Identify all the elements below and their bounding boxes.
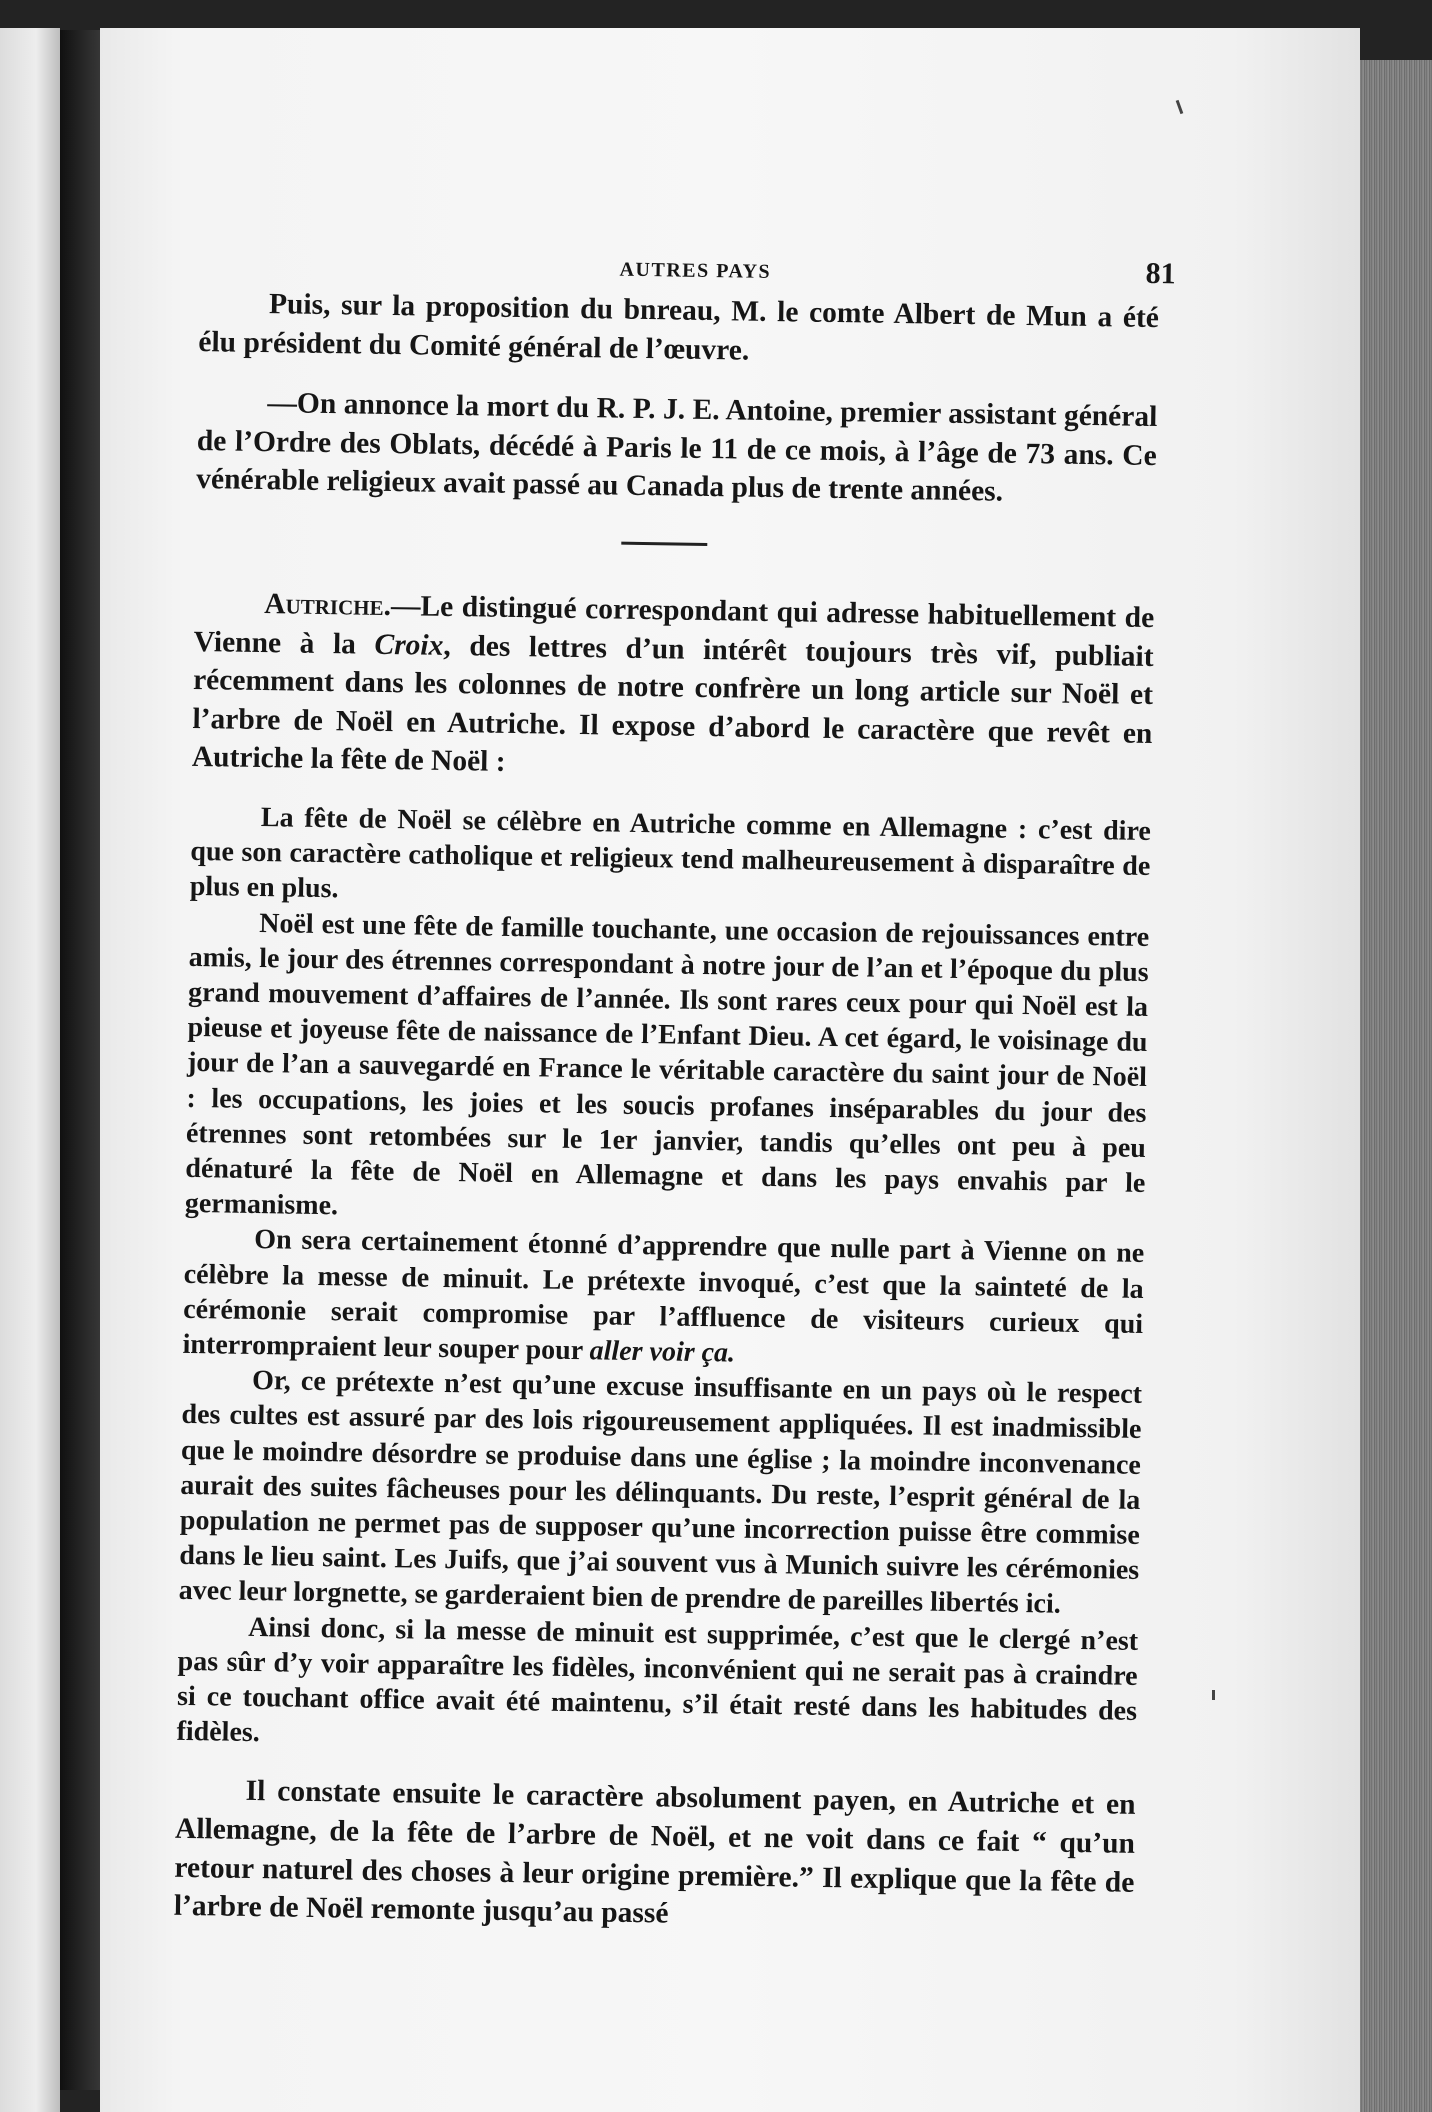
speck-mark <box>1212 1690 1215 1700</box>
quote-paragraph-5: Ainsi donc, si la messe de minuit est supprimée, c’est que le clergé n’est pas sûr d’y voir apparaître les fidèles, inconvénient qui ne serait pas à craindre si ce touchant office avait été maintenu, s’il était resté dans les habitudes des fidèles. <box>176 1611 1139 1749</box>
paragraph-bureau-election: Puis, sur la proposition du bnreau, M. le comte Albert de Mun a été élu président du Comité général de l’œuvre. <box>198 288 1160 367</box>
quote-paragraph-2: Noël est une fête de famille touchante, une occasion de rejouissances entre amis, le jour des étrennes correspondant à notre jour de l’an et l’époque du plus grand mouvement d’affaires de l’année. Ils sont rares ceux pour qui Noël est la pieuse et joyeuse fête de naissance de l’Enfant Dieu. A cet égard, le voisinage du jour de l’an a sauvegardé en France le véritable caractère du saint jour de Noël : les occupations, les joies et les soucis profanes inséparables du jour des étrennes sont retombées sur le 1er janvier, tandis qu’elles ont peu à peu dénaturé la fête de Noël en Allemagne et dans les pays envahis par le germanisme. <box>184 907 1150 1222</box>
austria-intro-text-b: , des lettres d’un intérêt toujours très vif, publiait récemment dans les colonnes de notre confrère un long article sur Noël et l’arbre de Noël en Autriche. Il expose d’abord le caractère que revêt en Autriche la fête de Noël : <box>191 629 1154 779</box>
paragraph-death-notice: —On annonce la mort du R. P. J. E. Antoine, premier assistant général de l’Ordre des Oblats, décédé à Paris le 11 de ce mois, à l’âge de 73 ans. Ce vénérable religieux avait passé au Canada plus de trente années. <box>195 387 1158 509</box>
book-binding-shadow <box>60 30 104 2090</box>
austria-intro-text-a: —Le distingué correspondant qui adresse habituellement de Vienne à la <box>193 590 1155 661</box>
quote-paragraph-3 <box>182 1221 1144 1377</box>
quote-3-text: On sera certainement étonné d’apprendre que nulle part à Vienne on ne célèbre la messe de minuit. Le prétexte invoqué, c’est que la sainteté de la cérémonie serait compromise par l’affluence de visiteurs curieux qui interrompraient leur souper pour <box>182 1224 1145 1367</box>
previous-page-edge <box>0 28 60 2112</box>
quote-paragraph-1: La fête de Noël se célèbre en Autriche comme en Allemagne : c’est dire que son caractère catholique et religieux tend malheureusement à disparaître de plus en plus. <box>189 801 1152 905</box>
page-number: 81 <box>1145 256 1176 291</box>
section-divider <box>621 542 707 546</box>
running-title: AUTRES PAYS <box>619 258 772 283</box>
page-edges-stack <box>1360 60 1432 2112</box>
section-lead-austria: Autriche. <box>264 588 392 623</box>
quote-3-italic: aller voir ça. <box>589 1335 736 1369</box>
newspaper-title: Croix <box>374 628 444 662</box>
page-text <box>173 240 1176 1941</box>
quote-paragraph-4: Or, ce prétexte n’est qu’une excuse insuffisante en un pays où le respect des cultes est assuré par des lois rigoureusement appliquées. Il est inadmissible que le moindre désordre se produise dans une église ; la moindre inconvenance aurait des suites fâcheuses pour les délinquants. Du reste, l’esprit général de la population ne permet pas de supposer qu’une incorrection puisse être commise dans le lieu saint. Les Juifs, que j’ai souvent vus à Munich suivre les cérémonies avec leur lorgnette, se garderaient bien de prendre de pareilles libertés ici. <box>178 1365 1143 1621</box>
paragraph-austria-intro <box>192 584 1155 792</box>
paragraph-christmas-tree: Il constate ensuite le caractère absolument payen, en Autriche et en Allemagne, de la fête de l’arbre de Noël, et ne voit dans ce fait “ qu’un retour naturel des choses à leur origine première.” Il explique que la fête de l’arbre de Noël remonte jusqu’au passé <box>173 1775 1136 1930</box>
